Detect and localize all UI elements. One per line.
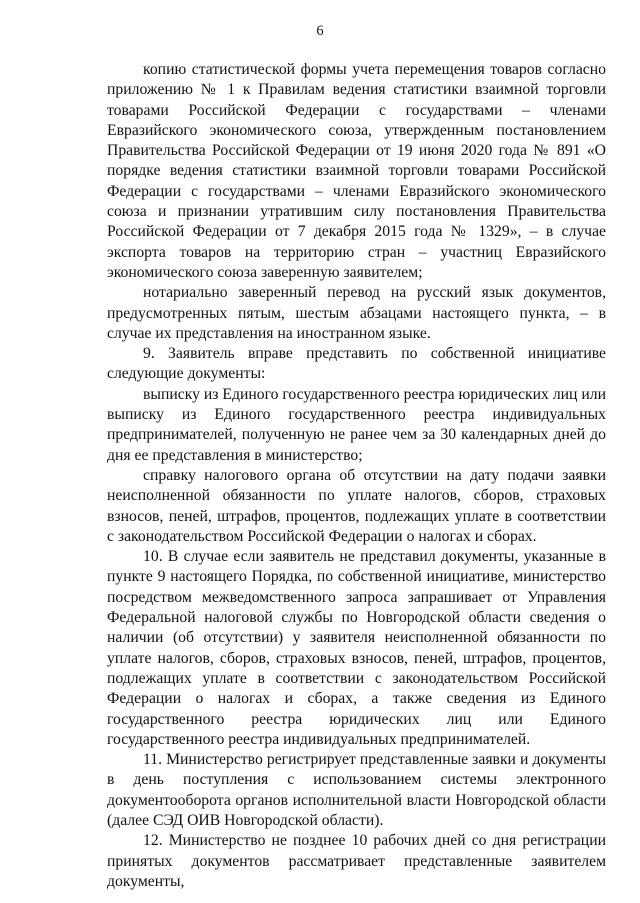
- paragraph-registry-extract: выписку из Единого государственного реестра юридических лиц или выписку из Единого государственного реестра индивидуальных предпринимателей, полученную не ранее чем за 30 календарных дней до дня ее представления в министерство;: [107, 385, 606, 464]
- paragraph-item-11: 11. Министерство регистрирует представленные заявки и документы в день поступления с использованием системы электронного документооборота органов исполнительной власти Новгородской области (далее СЭД ОИВ Новгородской области).: [107, 751, 606, 829]
- paragraph-item-12: 12. Министерство не позднее 10 рабочих дней со дня регистрации принятых документов рассматривает представленные заявителем документы,: [107, 832, 606, 890]
- paragraph-item-9: 9. Заявитель вправе представить по собственной инициативе следующие документы:: [107, 345, 606, 383]
- paragraph-notarized-translation: нотариально заверенный перевод на русский язык документов, предусмотренных пятым, шестым абзацами настоящего пункта, – в случае их представления на иностранном языке.: [107, 284, 606, 342]
- paragraph-tax-certificate: справку налогового органа об отсутствии на дату подачи заявки неисполненной обязанности по уплате налогов, сборов, страховых взносов, пеней, штрафов, процентов, подлежащих уплате в соответствии с законодательством Российской Федерации о налогах и сборах.: [107, 466, 606, 545]
- page-number: 6: [316, 23, 324, 39]
- document-body: [107, 60, 606, 892]
- paragraph-statistical-form-copy: копию статистической формы учета перемещения товаров согласно приложению № 1 к Правилам ведения статистики взаимной торговли товарами Российской Федерации с государствами – членами Евразийского экономического союза, утвержденным постановлением Правительства Российской Федерации от 19 июня 2020 года № 891 «О порядке ведения статистики взаимной торговли товарами Российской Федерации с государствами – членами Евразийского экономического союза и признании утратившим силу постановления Правительства Российской Федерации от 7 декабря 2015 года № 1329», – в случае экспорта товаров на территорию стран – участниц Евразийского экономического союза заверенную заявителем;: [107, 61, 606, 281]
- paragraph-item-10: 10. В случае если заявитель не представил документы, указанные в пункте 9 настоящего Порядка, по собственной инициативе, министерство посредством межведомственного запроса запрашивает от Управления Федеральной налоговой службы по Новгородской области сведения о наличии (об отсутствии) у заявителя неисполненной обязанности по уплате налогов, сборов, страховых взносов, пеней, штрафов, процентов, подлежащих уплате в соответствии с законодательством Российской Федерации о налогах и сборах, а также сведения из Единого государственного реестра юридических лиц или Единого государственного реестра индивидуальных предпринимателей.: [107, 548, 606, 748]
